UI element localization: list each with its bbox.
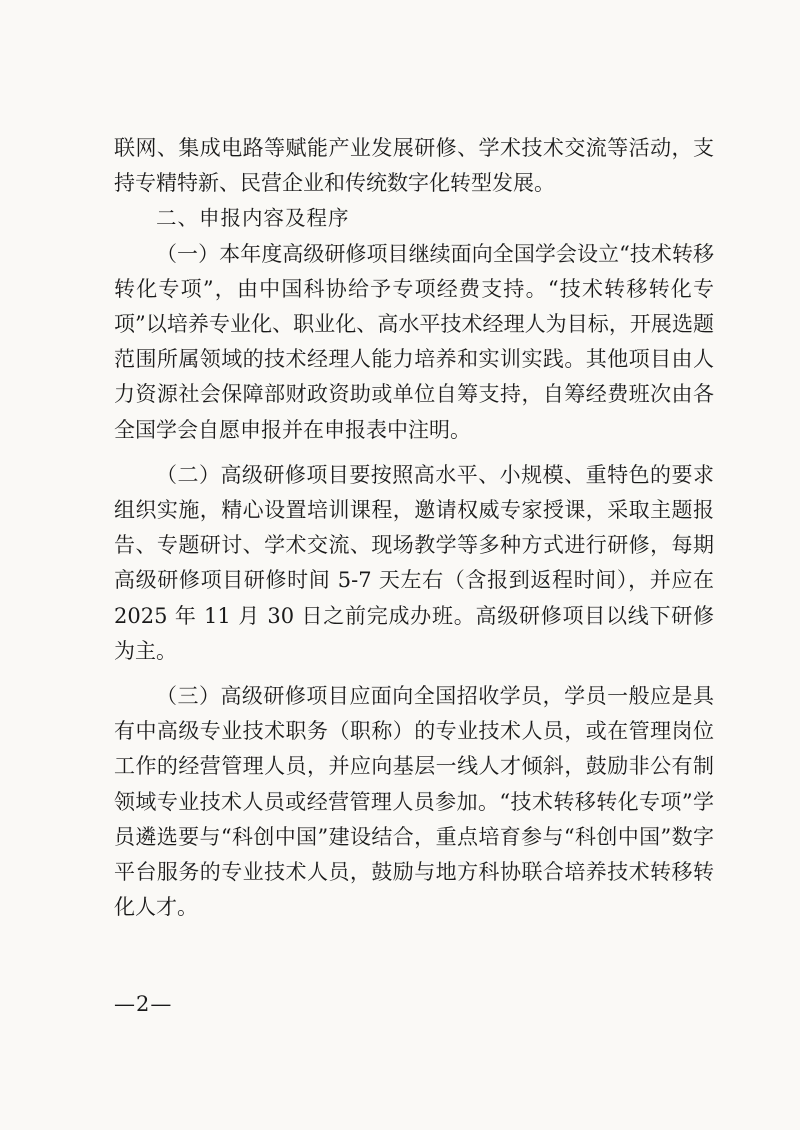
page-number: —2— bbox=[114, 992, 173, 1016]
paragraph-1: （一）本年度高级研修项目继续面向全国学会设立“技术转移转化专项”，由中国科协给予专项经费支持。“技术转移转化专项”以培养专业化、职业化、高水平技术经理人为目标，开展选题范围所属领域的技术经理人能力培养和实训实践。其他项目由人力资源社会保障部财政资助或单位自筹支持，自筹经费班次由各全国学会自愿申报并在申报表中注明。 bbox=[114, 241, 714, 442]
section-heading: 二、申报内容及程序 bbox=[156, 206, 350, 231]
paragraph-3: （三）高级研修项目应面向全国招收学员，学员一般应是具有中高级专业技术职务（职称）的专业技术人员，或在管理岗位工作的经营管理人员，并应向基层一线人才倾斜，鼓励非公有制领域专业技术人员或经营管理人员参加。“技术转移转化专项”学员遴选要与“科创中国”建设结合，重点培育参与“科创中国”数字平台服务的专业技术人员，鼓励与地方科协联合培养技术转移转化人才。 bbox=[114, 684, 714, 920]
document-body bbox=[114, 131, 714, 925]
continuation-paragraph: 联网、集成电路等赋能产业发展研修、学术技术交流等活动，支持专精特新、民营企业和传统数字化转型发展。 bbox=[114, 136, 714, 196]
paragraph-2: （二）高级研修项目要按照高水平、小规模、重特色的要求组织实施，精心设置培训课程，邀请权威专家授课，采取主题报告、专题研讨、学术交流、现场教学等多种方式进行研修，每期高级研修项目研修时间 5-7 天左右（含报到返程时间），并应在 2025 年 11 月 30 日之前完成办班。高级研修项目以线下研修为主。 bbox=[114, 462, 714, 663]
